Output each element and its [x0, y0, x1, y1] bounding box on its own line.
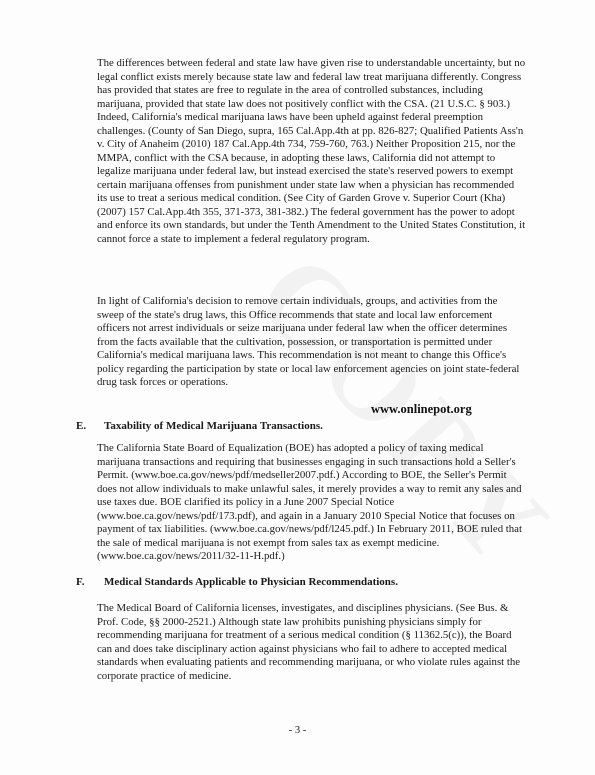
page-number: - 3 -: [288, 725, 307, 736]
paragraph-federal-state-law: The differences between federal and state law have given rise to understandable uncertainty, but no legal conflict exists merely because state law and federal law treat marijuana differently. Congress has provided that states are free to regulate in the area of controlled substances, including marijuana, provided that state law does not positively conflict with the CSA. (21 U.S.C. § 903.) Indeed, California's medical marijuana laws have been upheld against federal preemption challenges. (County of San Diego, supra, 165 Cal.App.4th at pp. 826-827; Qualified Patients Ass'n v. City of Anaheim (2010) 187 Cal.App.4th 734, 759-760, 763.) Neither Proposition 215, nor the MMPA, conflict with the CSA because, in adopting these laws, California did not attempt to legalize marijuana under federal law, but instead exercised the state's reserved powers to exempt certain marijuana offenses from punishment under state law when a physician has recommended its use to treat a serious medical condition. (See City of Garden Grove v. Superior Court (Kha) (2007) 157 Cal.App.4th 355, 371-373, 381-382.) The federal government has the power to adopt and enforce its own standards, but under the Tenth Amendment to the United States Constitution, it cannot force a state to implement a federal regulatory program.: [97, 57, 526, 245]
section-title: Medical Standards Applicable to Physician Recommendations.: [104, 576, 398, 588]
paragraph-law-enforcement-recommendation: In light of California's decision to remove certain individuals, groups, and activities from the sweep of the state's drug laws, this Office recommends that state and local law enforcement officers not arrest individuals or seize marijuana under federal law when the officer determines from the facts available that the cultivation, possession, or transportation is permitted under California's medical marijuana laws. This recommendation is not meant to change this Office's policy regarding the participation by state or local law enforcement agencies on joint state-federal drug task forces or operations.: [97, 295, 520, 388]
section-letter: E.: [76, 420, 87, 432]
paragraph-medical-board: The Medical Board of California licenses, investigates, and disciplines physicians. (See Bus. & Prof. Code, §§ 2000-2521.) Although state law prohibits punishing physicians simply for recommending marijuana for treatment of a serious medical condition (§ 11362.5(c)), the Board can and does take disciplinary action against physicians who fail to adhere to accepted medical standards when evaluating patients and recommending marijuana, or who violate rules against the corporate practice of medicine.: [97, 602, 521, 682]
paragraph-boe-taxation: The California State Board of Equalization (BOE) has adopted a policy of taxing medical marijuana transactions and requiring that businesses engaging in such transactions hold a Seller's Permit. (www.boe.ca.gov/news/pdf/medseller2007.pdf.) According to BOE, the Seller's Permit does not allow individuals to make unlawful sales, it merely provides a way to remit any sales and use taxes due. BOE clarified its policy in a June 2007 Special Notice (www.boe.ca.gov/news/pdf/173.pdf), and again in a January 2010 Special Notice that focuses on payment of tax liabilities. (www.boe.ca.gov/news/pdf/l245.pdf.) In February 2011, BOE ruled that the sale of medical marijuana is not exempt from sales tax as exempt medicine. (www.boe.ca.gov/news/2011/32-11-H.pdf.): [97, 442, 522, 562]
section-letter: F.: [76, 576, 85, 588]
section-heading-f: [76, 576, 398, 590]
section-title: Taxability of Medical Marijuana Transactions.: [104, 420, 323, 432]
site-url-stamp: www.onlinepot.org: [371, 402, 472, 416]
section-heading-e: [76, 420, 323, 434]
